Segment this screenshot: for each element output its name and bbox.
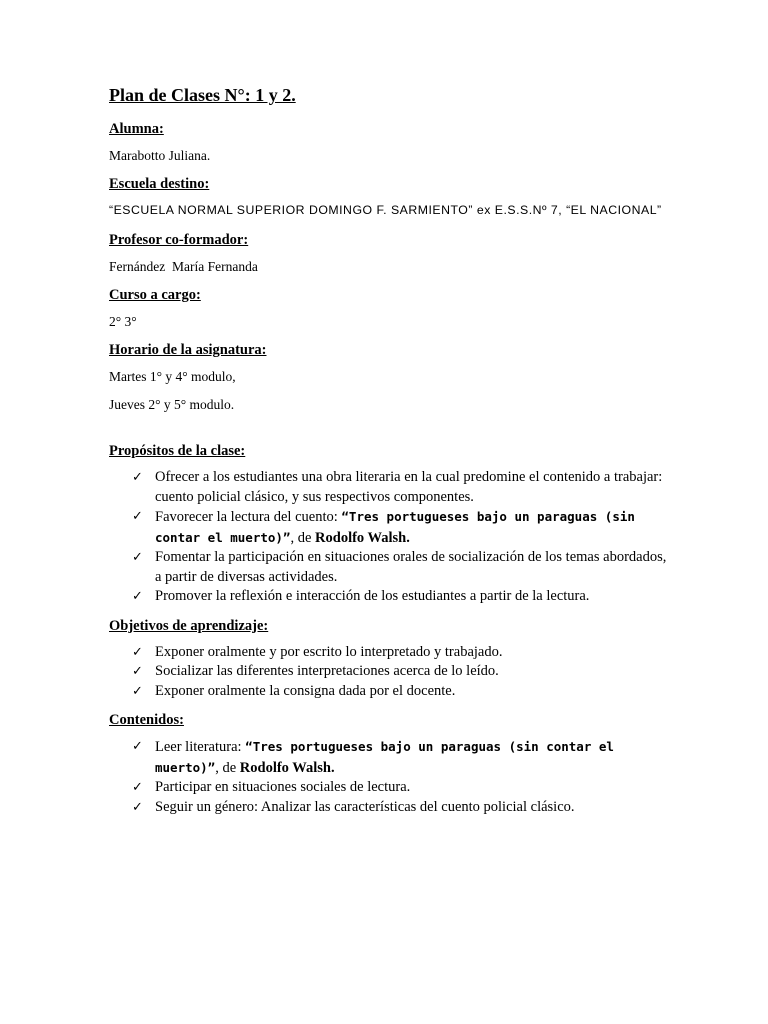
story-title: “Tres portugueses bajo un paraguas (sin contar el muerto)”	[155, 739, 614, 775]
list-item: ✓ Participar en situaciones sociales de lectura.	[132, 778, 669, 798]
list-item: ✓ Exponer oralmente la consigna dada por el docente.	[132, 682, 669, 702]
check-mark-icon: ✓	[132, 509, 143, 524]
horario-line-1: Martes 1° y 4° modulo,	[109, 369, 236, 384]
check-mark-icon: ✓	[132, 644, 143, 660]
escuela-heading: Escuela destino:	[109, 176, 210, 192]
contenidos-heading: Contenidos:	[109, 712, 184, 728]
page-title: Plan de Clases N°: 1 y 2.	[109, 85, 296, 105]
check-mark-icon: ✓	[132, 780, 143, 795]
horario-heading: Horario de la asignatura:	[109, 342, 267, 358]
propositos-list	[109, 468, 669, 607]
list-item: ✓ Promover la reflexión e interacción de los estudiantes a partir de la lectura.	[132, 587, 669, 607]
check-mark-icon: ✓	[132, 664, 143, 679]
list-item: ✓ Ofrecer a los estudiantes una obra literaria en la cual predomine el contenido a trabajar: cuento policial clásico, y sus respectivos componentes.	[132, 469, 663, 505]
list-item: ✓ Favorecer la lectura del cuento: “Tres portugueses bajo un paraguas (sin contar el muerto)”, de Rodolfo Walsh.	[132, 509, 635, 546]
section-spacer	[109, 424, 669, 442]
author-name: Rodolfo Walsh.	[315, 529, 410, 546]
objetivos-list	[109, 643, 669, 702]
objetivos-heading: Objetivos de aprendizaje:	[109, 617, 269, 634]
propositos-heading: Propósitos de la clase:	[109, 443, 246, 459]
check-mark-icon: ✓	[132, 683, 143, 699]
check-mark-icon: ✓	[132, 470, 143, 485]
list-item: ✓ Socializar las diferentes interpretaciones acerca de lo leído.	[132, 662, 669, 682]
check-mark-icon: ✓	[132, 550, 143, 565]
escuela-value: “ESCUELA NORMAL SUPERIOR DOMINGO F. SARMIENTO” ex E.S.S.Nº 7, “EL NACIONAL”	[109, 203, 662, 217]
document-page	[109, 84, 669, 827]
list-item: ✓ Fomentar la participación en situaciones orales de socialización de los temas abordados, a partir de diversas actividades.	[132, 549, 667, 585]
author-name: Rodolfo Walsh.	[239, 759, 335, 776]
check-mark-icon: ✓	[132, 739, 143, 754]
curso-heading: Curso a cargo:	[109, 287, 201, 303]
horario-line-2: Jueves 2° y 5° modulo.	[109, 397, 235, 412]
profesor-heading: Profesor co-formador:	[109, 232, 249, 248]
profesor-value: Fernández María Fernanda	[109, 259, 258, 274]
story-title: “Tres portugueses bajo un paraguas (sin contar el muerto)”	[155, 509, 635, 545]
alumna-heading: Alumna:	[109, 121, 164, 137]
check-mark-icon: ✓	[132, 799, 143, 815]
list-item: ✓ Exponer oralmente y por escrito lo interpretado y trabajado.	[132, 643, 669, 663]
check-mark-icon: ✓	[132, 589, 143, 604]
list-item: ✓ Leer literatura: “Tres portugueses bajo un paraguas (sin contar el muerto)”, de Rodolfo Walsh.	[132, 739, 614, 776]
alumna-value: Marabotto Juliana.	[109, 148, 211, 163]
list-item: ✓ Seguir un género: Analizar las características del cuento policial clásico.	[132, 798, 669, 818]
contenidos-list	[109, 737, 669, 817]
curso-value: 2° 3°	[109, 314, 137, 329]
